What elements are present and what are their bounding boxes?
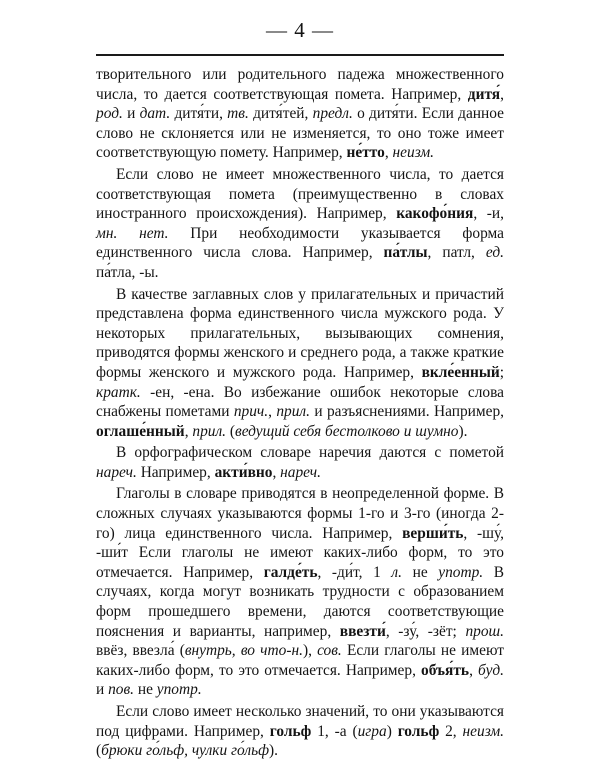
grammar-label: род. [96, 105, 123, 123]
headword: гольф [269, 722, 312, 740]
headword: гольф [397, 722, 440, 740]
grammar-label: прош. [465, 622, 505, 640]
usage-note: игра [357, 722, 387, 740]
grammar-label: буд. [478, 661, 504, 679]
grammar-label: пов. [108, 681, 135, 699]
headword: оглаше́нный [96, 422, 185, 440]
grammar-label: прил. [192, 422, 227, 440]
paragraph-4: В орфографическом словаре наречия даются с пометой нареч. Например, акти́вно, нареч. [96, 444, 504, 481]
grammar-label: мн. нет. [96, 224, 169, 242]
paragraph-6: Если слово имеет несколько значений, то они указываются под цифрами. Например, гольф 1, -а (игра) гольф 2, неизм. (брюки го́льф, чулки го́льф). [96, 703, 504, 760]
header-rule [96, 54, 504, 56]
grammar-label: дат. [139, 105, 171, 123]
grammar-label: употр. [438, 563, 484, 581]
headword: па́тлы [383, 244, 428, 262]
grammar-label: употр. [156, 681, 202, 699]
grammar-label: неизм. [462, 722, 504, 740]
paragraph-5: Глаголы в словаре приводятся в неопределенной форме. В сложных случаях указываются формы 1-го и 3-го (иногда 2-го) лица единственного числа. Например, верши́ть, -шу́, -ши́т Если глаголы не имеют каких-либо форм, то это отмечается. Например, галде́ть, -ди́т, 1 л. не употр. В случаях, когда могут возникать трудности с образованием форм прошедшего времени, даются соответствующие пояснения и варианты, например, ввезти́, -зу́, -зёт; прош. ввёз, ввезла́ (внутрь, во что-н.), сов. Если глаголы не имеют каких-либо форм, то это отмечается. Например, объя́ть, буд. и пов. не употр. [96, 485, 505, 699]
grammar-label: тв. [227, 105, 249, 123]
grammar-label: сов. [317, 642, 342, 660]
paragraph-2: Если слово не имеет множественного числа, то дается соответствующая помета (преимущественно в словах иностранного происхождения). Например, какофо́ния, -и, мн. нет. При необходимости указывается форма единственного числа слова. Например, па́тлы, патл, ед. па́тла, -ы. [96, 165, 504, 281]
headword: акти́вно [214, 463, 273, 481]
headword: галде́ть [263, 563, 318, 581]
page-number: — 4 — [266, 18, 334, 42]
headword: ввезти́ [339, 622, 386, 640]
usage-note: ведущий себя бестолково и шумно [235, 422, 459, 440]
page-header [96, 12, 504, 62]
headword: объя́ть [421, 661, 470, 679]
headword: не́тто [346, 144, 385, 162]
grammar-label: неизм. [392, 144, 434, 162]
paragraph-3: В качестве заглавных слов у прилагательных и причастий представлена форма единственного числа мужского рода. У некоторых прилагательных, вызывающих сомнения, приводятся формы женского и среднего рода, а также краткие формы женского и мужского рода. Например, вкле́енный; кратк. -ен, -ена. Во избежание ошибок некоторые слова снабжены пометами прич., прил. и разъяснениями. Например, оглаше́нный, прил. (ведущий себя бестолково и шумно). [96, 285, 504, 440]
grammar-label: л. [391, 563, 402, 581]
usage-note: брюки го́льф, чулки го́льф [101, 742, 269, 760]
grammar-label: предл. [312, 105, 353, 123]
headword: верши́ть [402, 524, 464, 542]
grammar-label: нареч. [280, 463, 321, 481]
usage-note: внутрь, во что-н. [184, 642, 303, 660]
grammar-label: ед. [485, 244, 504, 262]
grammar-label: прил. [276, 403, 310, 421]
page-body [96, 65, 504, 763]
grammar-label: прич. [233, 403, 269, 421]
headword: дитя́ [467, 85, 501, 103]
headword: какофо́ния [396, 205, 474, 223]
grammar-label: кратк. [96, 383, 141, 401]
headword: вкле́енный [421, 363, 500, 381]
paragraph-1: творительного или родительного падежа множественного числа, то дается соответствующая помета. Например, дитя́, род. и дат. дитя́ти, тв. дитя́тей, предл. о дитя́ти. Если данное слово не склоняется или не изменяется, то оно тоже имеет соответствующую помету. Например, не́тто, неизм. [96, 66, 504, 162]
grammar-label: нареч. [96, 463, 137, 481]
